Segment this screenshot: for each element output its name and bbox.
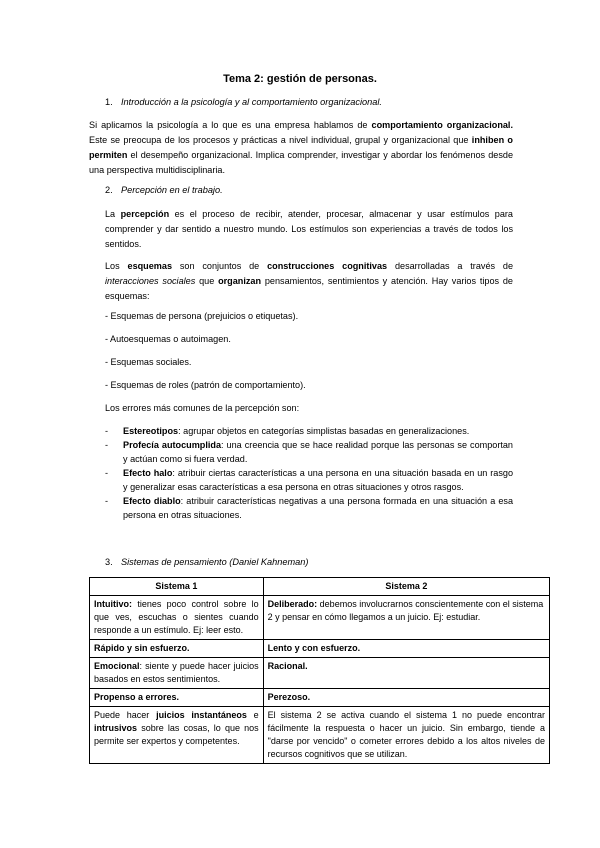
perception-bold-1: percepción: [120, 209, 170, 219]
schemas-text-5: pensamientos, sentimientos y atención. Hay varios tipos de esquemas:: [105, 276, 513, 301]
schemas-paragraph: [105, 259, 513, 304]
section-title-1: Introducción a la psicología y al comportamiento organizacional.: [121, 97, 382, 107]
error-term: Estereotipos: [123, 426, 179, 436]
table-row: [90, 689, 550, 707]
schemas-text-4: que: [195, 276, 219, 286]
error-term: Profecía autocumplida: [123, 440, 222, 450]
bullet-dash: -: [105, 468, 109, 478]
error-term: Efecto halo: [123, 468, 173, 478]
cell-bold: Emocional: [94, 661, 140, 671]
bullet-dash: -: [105, 426, 109, 436]
intro-bold-2: inhiben o permiten: [89, 135, 513, 160]
table-row: [90, 707, 550, 764]
cell-text: sobre las cosas, lo que nos permite ser expertos y competentes.: [94, 723, 259, 746]
perception-text-2: es el proceso de recibir, atender, procesar, almacenar y usar estímulos para comprender y dar sentido a nuestro mundo. Los estímulos son experiencias a través de todos los sentidos.: [105, 209, 513, 249]
cell-bold: Perezoso.: [267, 692, 311, 702]
intro-paragraph: [89, 118, 513, 178]
intro-text-1: Si aplicamos la psicología a lo que es una empresa hablamos de: [89, 120, 372, 130]
error-item: [105, 438, 513, 466]
section-number-2: 2.: [105, 185, 113, 195]
table-cell: [263, 689, 549, 707]
section-heading-1: [105, 97, 382, 107]
schemas-italic-1: interacciones sociales: [105, 276, 196, 286]
table-cell: [90, 658, 264, 689]
schema-type-item: - Autoesquemas o autoimagen.: [105, 334, 231, 344]
cell-text: tienes poco control sobre lo que ves, escuchas o sientes cuando responde a un estímulo. Ej: leer esto.: [94, 599, 259, 635]
schema-type-item: - Esquemas sociales.: [105, 357, 192, 367]
error-text: : atribuir ciertas características a una persona en una situación basada en un rasgo y generalizar esas características a esa persona en otras situaciones y otros rasgos.: [123, 468, 514, 492]
error-item: [105, 466, 513, 494]
section-number-3: 3.: [105, 557, 113, 567]
table-cell: [263, 658, 549, 689]
cell-bold: Lento y con esfuerzo.: [267, 643, 361, 653]
errors-intro: Los errores más comunes de la percepción son:: [105, 403, 300, 413]
schema-type-item: - Esquemas de persona (prejuicios o etiquetas).: [105, 311, 299, 321]
error-text: : una creencia que se hace realidad porque las personas se comportan y actúan como si fuera verdad.: [123, 440, 513, 464]
table-cell: [90, 596, 264, 640]
table-header: Sistema 1: [90, 578, 264, 596]
error-item: [105, 424, 513, 438]
section-title-3: Sistemas de pensamiento (Daniel Kahneman): [121, 557, 309, 567]
cell-text: debemos involucrarnos conscientemente con el sistema 2 y pensar en cómo llegamos a un juicio. Ej: estudiar.: [267, 599, 544, 622]
schemas-text-1: Los: [105, 261, 128, 271]
table-cell: [90, 689, 264, 707]
cell-bold: juicios instantáneos: [156, 710, 247, 720]
section-heading-3: [105, 557, 308, 567]
table-row: [90, 658, 550, 689]
table-cell: [263, 640, 549, 658]
table-row: [90, 596, 550, 640]
table-cell: [90, 640, 264, 658]
error-item: [105, 494, 513, 522]
error-term: Efecto diablo: [123, 496, 181, 506]
error-text: : atribuir características negativas a una persona formada en una situación a esa persona en otras situaciones.: [123, 496, 514, 520]
schemas-bold-3: organizan: [218, 276, 262, 286]
perception-text-1: La: [105, 209, 121, 219]
schemas-bold-2: construcciones cognitivas: [267, 261, 388, 271]
schema-type-item: - Esquemas de roles (patrón de comportamiento).: [105, 380, 306, 390]
perception-paragraph: [105, 207, 513, 252]
table-cell: [90, 707, 264, 764]
schemas-text-3: desarrolladas a través de: [387, 261, 514, 271]
section-heading-2: [105, 185, 223, 195]
intro-bold-1: comportamiento organizacional.: [371, 120, 513, 130]
table-row: [90, 640, 550, 658]
cell-text: : siente y puede hacer juicios basados en estos sentimientos.: [94, 661, 259, 684]
bullet-dash: -: [105, 496, 109, 506]
page-title: Tema 2: gestión de personas.: [223, 73, 377, 85]
errors-list: [105, 424, 513, 522]
intro-text-2: Este se preocupa de los procesos y prácticas a nivel individual, grupal y organizacional que: [89, 135, 472, 145]
table-cell: [263, 596, 549, 640]
table-header-row: [90, 578, 550, 596]
schemas-text-2: son conjuntos de: [172, 261, 268, 271]
schemas-bold-1: esquemas: [127, 261, 172, 271]
cell-bold: Rápido y sin esfuerzo.: [94, 643, 190, 653]
cell-text: El sistema 2 se activa cuando el sistema 1 no puede encontrar fácilmente la respuesta o hacer un juicio. Sin embargo, tiende a "darse por vencido" o cometer errores debido a los altos niveles de recursos cognitivos que se utilizan.: [267, 710, 545, 759]
table-cell: [263, 707, 549, 764]
bullet-dash: -: [105, 440, 109, 450]
table-header: Sistema 2: [263, 578, 549, 596]
cell-bold: Deliberado:: [267, 599, 318, 609]
cell-bold: Propenso a errores.: [94, 692, 180, 702]
intro-text-3: el desempeño organizacional. Implica comprender, investigar y abordar los fenómenos desde una perspectiva multidisciplinaria.: [89, 150, 513, 175]
section-number-1: 1.: [105, 97, 113, 107]
cell-bold: Racional.: [267, 661, 308, 671]
cell-text: Puede hacer: [94, 710, 157, 720]
cell-text: e: [246, 710, 259, 720]
systems-table: [89, 577, 550, 764]
error-text: : agrupar objetos en categorías simplistas basadas en generalizaciones.: [178, 426, 470, 436]
cell-bold: intrusivos: [94, 723, 138, 733]
section-title-2: Percepción en el trabajo.: [121, 185, 223, 195]
cell-bold: Intuitivo:: [94, 599, 132, 609]
